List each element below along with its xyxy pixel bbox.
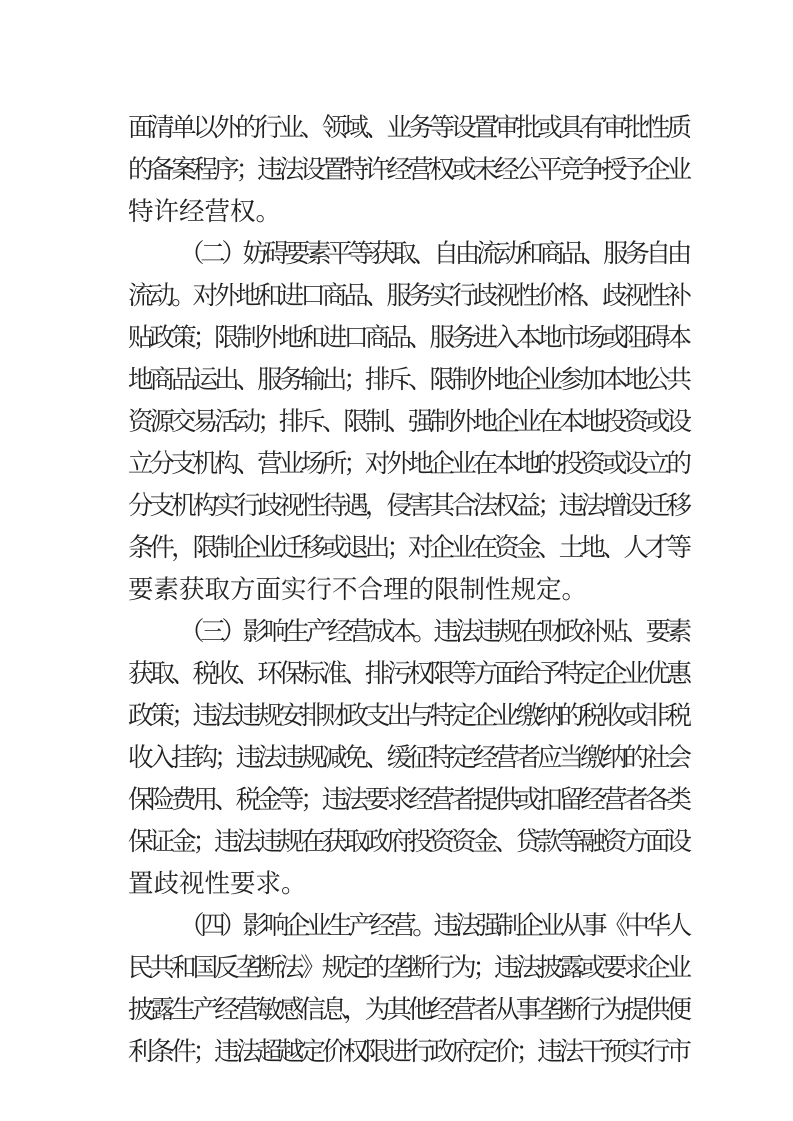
- paragraph-2-line-2: 流动。对外地和进口商品、服务实行歧视性价格、歧视性补: [128, 281, 689, 311]
- paragraph-3-line-1: （三）影响生产经营成本。违法违规在财政补贴、要素: [179, 617, 689, 647]
- paragraph-2-line-9: 要素获取方面实行不合理的限制性规定。: [128, 575, 588, 605]
- paragraph-2-line-4: 地商品运出、服务输出；排斥、限制外地企业参加本地公共: [128, 365, 689, 395]
- paragraph-1-line-2: 的备案程序；违法设置特许经营权或未经公平竞争授予企业: [128, 155, 689, 185]
- paragraph-4-line-4: 利条件；违法超越定价权限进行政府定价；违法干预实行市: [128, 1037, 689, 1067]
- paragraph-3-line-2: 获取、税收、环保标准、排污权限等方面给予特定企业优惠: [128, 659, 689, 689]
- paragraph-1-line-1: 面清单以外的行业、领域、业务等设置审批或具有审批性质: [128, 113, 689, 143]
- paragraph-4-line-1: （四）影响企业生产经营。违法强制企业从事《中华人: [179, 911, 689, 941]
- paragraph-2-line-7: 分支机构实行歧视性待遇，侵害其合法权益；违法增设迁移: [128, 491, 689, 521]
- paragraph-2-line-6: 立分支机构、营业场所；对外地企业在本地的投资或设立的: [128, 449, 689, 479]
- paragraph-4-line-2: 民共和国反垄断法》规定的垄断行为；违法披露或要求企业: [128, 953, 689, 983]
- paragraph-2-line-1: （二）妨碍要素平等获取、自由流动和商品、服务自由: [179, 239, 689, 269]
- paragraph-4-line-3: 披露生产经营敏感信息，为其他经营者从事垄断行为提供便: [128, 995, 689, 1025]
- paragraph-2-line-5: 资源交易活动；排斥、限制、强制外地企业在本地投资或设: [128, 407, 689, 437]
- paragraph-3-line-7: 置歧视性要求。: [128, 869, 307, 899]
- paragraph-2-line-3: 贴政策；限制外地和进口商品、服务进入本地市场或阻碍本: [128, 323, 689, 353]
- paragraph-1-line-3: 特许经营权。: [128, 197, 282, 227]
- paragraph-3-line-4: 收入挂钩；违法违规减免、缓征特定经营者应当缴纳的社会: [128, 743, 689, 773]
- paragraph-3-line-6: 保证金；违法违规在获取政府投资资金、贷款等融资方面设: [128, 827, 689, 857]
- paragraph-3-line-3: 政策；违法违规安排财政支出与特定企业缴纳的税收或非税: [128, 701, 689, 731]
- paragraph-2-line-8: 条件，限制企业迁移或退出；对企业在资金、土地、人才等: [128, 533, 689, 563]
- paragraph-3-line-5: 保险费用、税金等；违法要求经营者提供或扣留经营者各类: [128, 785, 689, 815]
